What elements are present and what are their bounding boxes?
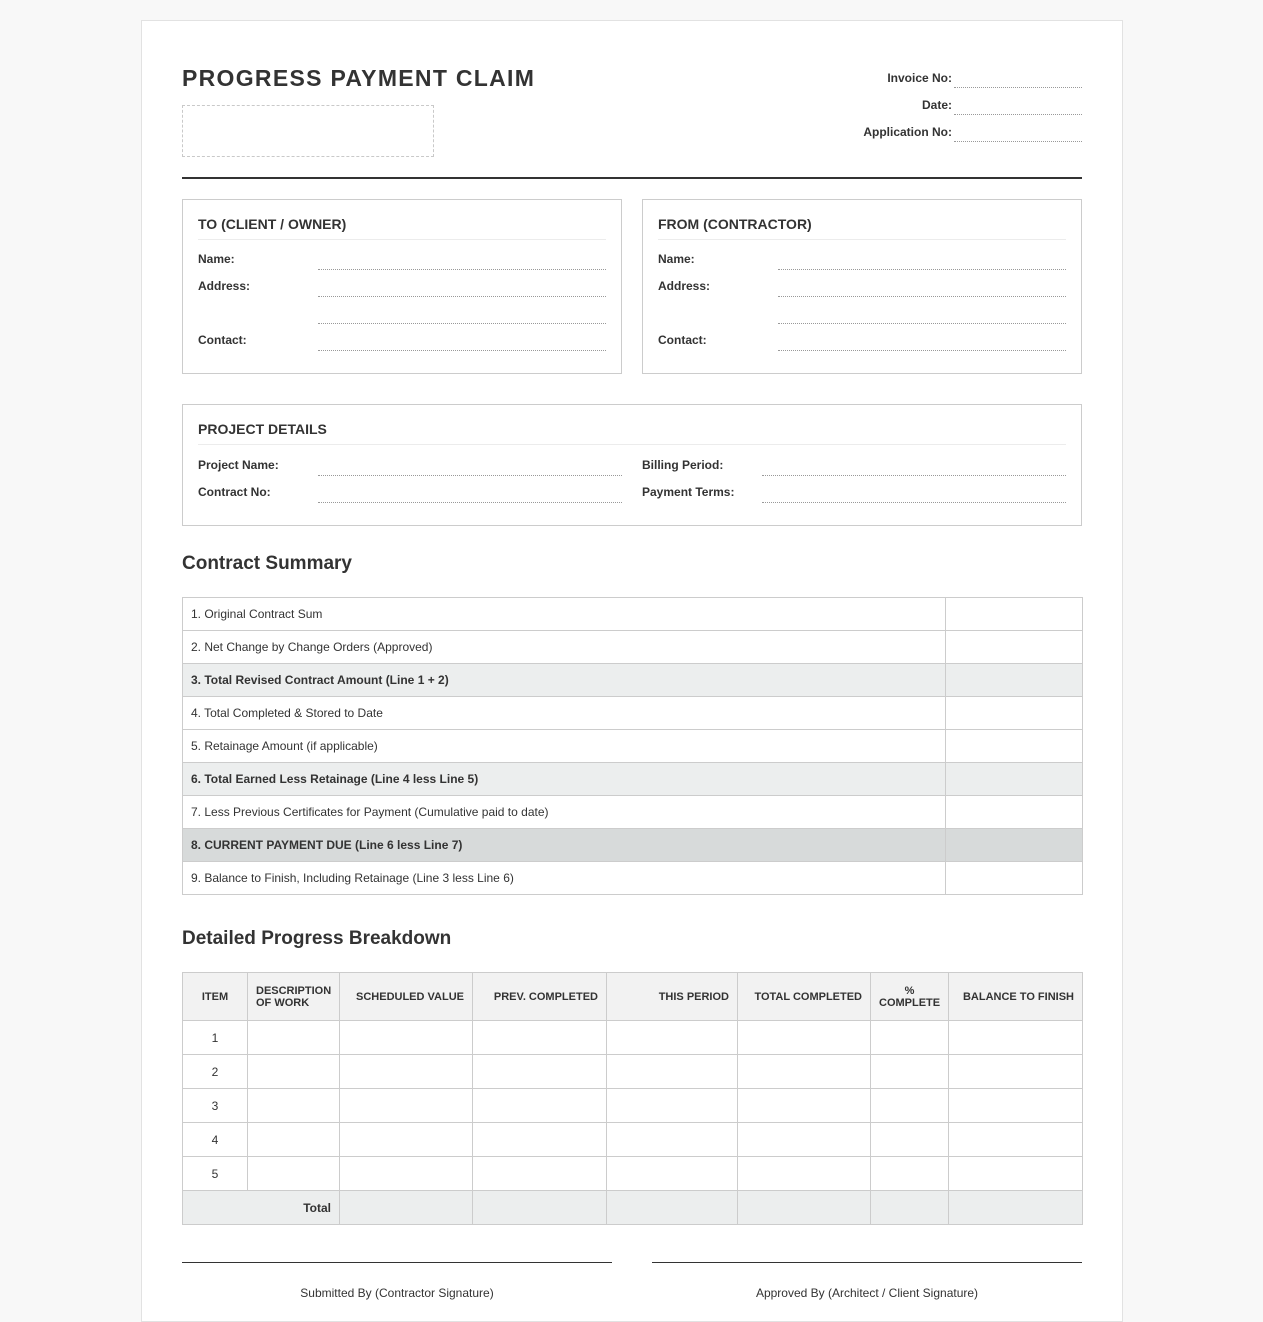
col-scheduled-value: SCHEDULED VALUE [340, 973, 473, 1021]
total-completed-cell[interactable] [738, 1157, 871, 1191]
summary-amount-field[interactable] [946, 664, 1083, 697]
invoice-field[interactable] [954, 67, 1082, 88]
total-completed-cell[interactable] [738, 1123, 871, 1157]
this-period-cell[interactable] [607, 1021, 738, 1055]
summary-row-subtotal [183, 763, 1083, 796]
to-address-label: Address: [198, 279, 251, 293]
summary-row-payment-due [183, 829, 1083, 862]
contractor-signature-label: Submitted By (Contractor Signature) [300, 1286, 494, 1300]
col-item: ITEM [183, 973, 248, 1021]
balance-cell[interactable] [949, 1157, 1083, 1191]
detail-table [182, 972, 1083, 1225]
total-total-completed[interactable] [738, 1191, 871, 1225]
summary-label: 4. Total Completed & Stored to Date [183, 697, 946, 730]
description-cell[interactable] [248, 1157, 340, 1191]
summary-amount-field[interactable] [946, 862, 1083, 895]
description-cell[interactable] [248, 1123, 340, 1157]
detail-heading: Detailed Progress Breakdown [182, 928, 452, 949]
header-divider [182, 177, 1082, 179]
prev-completed-cell[interactable] [473, 1157, 607, 1191]
logo-placeholder[interactable] [182, 105, 434, 157]
contract-summary-table [182, 597, 1083, 895]
contract-no-label: Contract No: [198, 485, 271, 499]
col-percent-complete: % COMPLETE [871, 973, 949, 1021]
prev-completed-cell[interactable] [473, 1055, 607, 1089]
detail-header-row [183, 973, 1083, 1021]
contract-no-field[interactable] [318, 501, 622, 503]
date-field[interactable] [954, 94, 1082, 115]
scheduled-value-cell[interactable] [340, 1157, 473, 1191]
from-contractor-box [642, 199, 1082, 374]
summary-label: 7. Less Previous Certificates for Payment (Cumulative paid to date) [183, 796, 946, 829]
table-row [183, 1089, 1083, 1123]
table-row [183, 1021, 1083, 1055]
summary-row [183, 631, 1083, 664]
page-title: PROGRESS PAYMENT CLAIM [182, 65, 536, 91]
description-cell[interactable] [248, 1021, 340, 1055]
to-contact-row [198, 324, 606, 351]
scheduled-value-cell[interactable] [340, 1021, 473, 1055]
item-number: 5 [183, 1157, 248, 1191]
summary-label: 2. Net Change by Change Orders (Approved) [183, 631, 946, 664]
col-description: DESCRIPTION OF WORK [248, 973, 340, 1021]
project-name-row [198, 449, 622, 476]
total-this-period[interactable] [607, 1191, 738, 1225]
project-details-title: PROJECT DETAILS [198, 421, 1066, 445]
from-address-row [658, 270, 1066, 297]
description-cell[interactable] [248, 1089, 340, 1123]
total-completed-cell[interactable] [738, 1055, 871, 1089]
summary-amount-field[interactable] [946, 631, 1083, 664]
percent-complete-cell[interactable] [871, 1157, 949, 1191]
payment-terms-row [642, 476, 1066, 503]
percent-complete-cell[interactable] [871, 1021, 949, 1055]
invoice-row [782, 61, 1082, 88]
total-completed-cell[interactable] [738, 1021, 871, 1055]
item-number: 3 [183, 1089, 248, 1123]
contract-summary-heading: Contract Summary [182, 553, 352, 574]
percent-complete-cell[interactable] [871, 1123, 949, 1157]
to-client-box [182, 199, 622, 374]
from-contact-row [658, 324, 1066, 351]
col-prev-completed: PREV. COMPLETED [473, 973, 607, 1021]
balance-cell[interactable] [949, 1055, 1083, 1089]
item-number: 1 [183, 1021, 248, 1055]
summary-row [183, 730, 1083, 763]
project-details-box [182, 404, 1082, 526]
summary-label: 3. Total Revised Contract Amount (Line 1 + 2) [183, 664, 946, 697]
col-this-period: THIS PERIOD [607, 973, 738, 1021]
document-page [141, 20, 1123, 1322]
to-name-label: Name: [198, 252, 235, 266]
table-row [183, 1157, 1083, 1191]
summary-row [183, 796, 1083, 829]
to-client-title: TO (CLIENT / OWNER) [198, 216, 606, 240]
contractor-signature-line[interactable] [182, 1262, 612, 1300]
summary-amount-field[interactable] [946, 730, 1083, 763]
billing-period-label: Billing Period: [642, 458, 724, 472]
from-contact-label: Contact: [658, 333, 707, 347]
prev-completed-cell[interactable] [473, 1021, 607, 1055]
from-address-row-2 [658, 297, 1066, 324]
from-contractor-title: FROM (CONTRACTOR) [658, 216, 1066, 240]
approver-signature-label: Approved By (Architect / Client Signature) [755, 1286, 979, 1300]
col-balance-to-finish: BALANCE TO FINISH [949, 973, 1083, 1021]
payment-terms-field[interactable] [762, 501, 1066, 503]
application-row [782, 115, 1082, 142]
from-address-label: Address: [658, 279, 711, 293]
this-period-cell[interactable] [607, 1089, 738, 1123]
total-balance[interactable] [949, 1191, 1083, 1225]
total-scheduled-value[interactable] [340, 1191, 473, 1225]
summary-amount-field[interactable] [946, 598, 1083, 631]
total-percent-complete[interactable] [871, 1191, 949, 1225]
percent-complete-cell[interactable] [871, 1055, 949, 1089]
summary-amount-field[interactable] [946, 763, 1083, 796]
item-number: 4 [183, 1123, 248, 1157]
summary-label: 9. Balance to Finish, Including Retainage (Line 3 less Line 6) [183, 862, 946, 895]
this-period-cell[interactable] [607, 1123, 738, 1157]
summary-row [183, 697, 1083, 730]
summary-label: 6. Total Earned Less Retainage (Line 4 less Line 5) [183, 763, 946, 796]
scheduled-value-cell[interactable] [340, 1089, 473, 1123]
prev-completed-cell[interactable] [473, 1123, 607, 1157]
balance-cell[interactable] [949, 1123, 1083, 1157]
from-name-label: Name: [658, 252, 695, 266]
this-period-cell[interactable] [607, 1157, 738, 1191]
summary-amount-field[interactable] [946, 829, 1083, 862]
summary-label: 8. CURRENT PAYMENT DUE (Line 6 less Line 7) [183, 829, 946, 862]
to-name-row [198, 243, 606, 270]
total-completed-cell[interactable] [738, 1089, 871, 1123]
table-row [183, 1055, 1083, 1089]
total-label: Total [183, 1191, 340, 1225]
summary-row [183, 598, 1083, 631]
col-total-completed: TOTAL COMPLETED [738, 973, 871, 1021]
application-field[interactable] [954, 121, 1082, 142]
to-contact-field[interactable] [318, 349, 606, 351]
summary-amount-field[interactable] [946, 697, 1083, 730]
scheduled-value-cell[interactable] [340, 1055, 473, 1089]
payment-terms-label: Payment Terms: [642, 485, 735, 499]
from-contact-field[interactable] [778, 349, 1066, 351]
to-contact-label: Contact: [198, 333, 247, 347]
contract-no-row [198, 476, 622, 503]
invoice-label: Invoice No: [887, 71, 952, 85]
application-label: Application No: [863, 125, 952, 139]
from-name-row [658, 243, 1066, 270]
this-period-cell[interactable] [607, 1055, 738, 1089]
total-row [183, 1191, 1083, 1225]
approver-signature-line[interactable] [652, 1262, 1082, 1300]
summary-row [183, 862, 1083, 895]
balance-cell[interactable] [949, 1089, 1083, 1123]
summary-label: 5. Retainage Amount (if applicable) [183, 730, 946, 763]
date-row [782, 88, 1082, 115]
balance-cell[interactable] [949, 1021, 1083, 1055]
total-prev-completed[interactable] [473, 1191, 607, 1225]
summary-amount-field[interactable] [946, 796, 1083, 829]
prev-completed-cell[interactable] [473, 1089, 607, 1123]
description-cell[interactable] [248, 1055, 340, 1089]
date-label: Date: [921, 98, 952, 112]
to-address-row [198, 270, 606, 297]
summary-label: 1. Original Contract Sum [183, 598, 946, 631]
table-row [183, 1123, 1083, 1157]
scheduled-value-cell[interactable] [340, 1123, 473, 1157]
invoice-meta [782, 61, 1082, 142]
percent-complete-cell[interactable] [871, 1089, 949, 1123]
billing-period-row [642, 449, 1066, 476]
project-name-label: Project Name: [198, 458, 279, 472]
summary-row-subtotal [183, 664, 1083, 697]
item-number: 2 [183, 1055, 248, 1089]
to-address-row-2 [198, 297, 606, 324]
